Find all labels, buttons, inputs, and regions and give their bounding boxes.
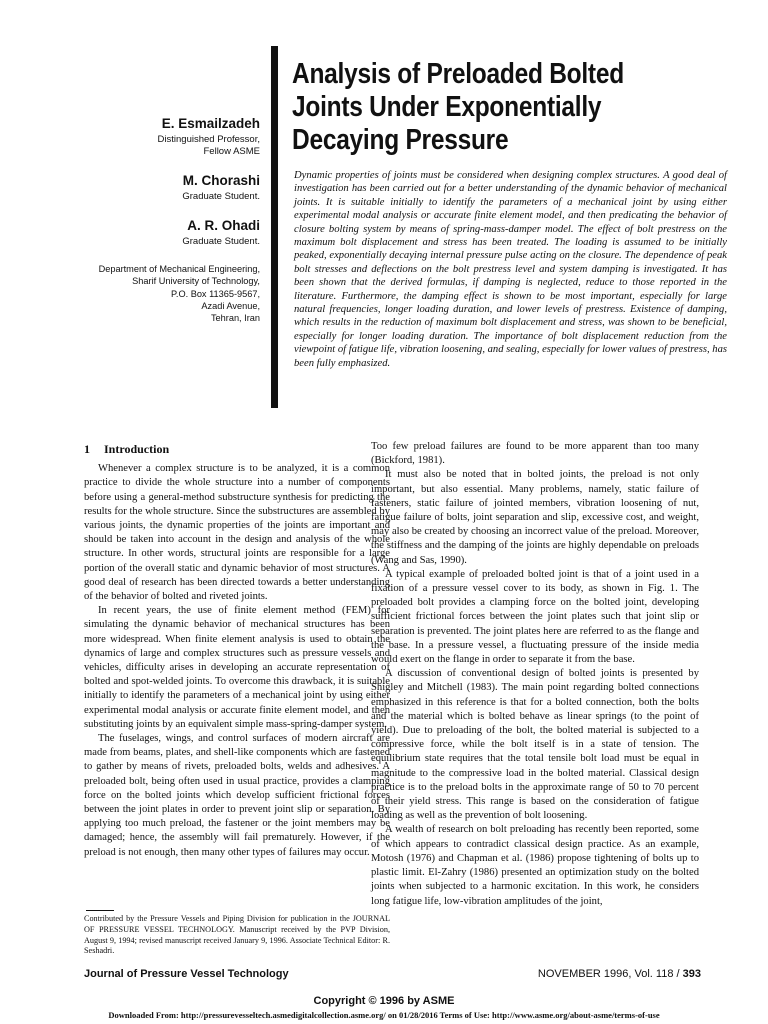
author-name: M. Chorashi [182,173,260,188]
body-column-right [371,440,699,909]
paragraph: A discussion of conventional design of bolted joints is presented by Shigley and Mitchell (1983). The main point regarding bolted connections emphasized in this reference is that for a bolted connection, both the bolts and the material which is bolted behave as linear springs (to the point of yield). Due to preloading of the bolt, the bolted material is subjected to a compressive force, while the bolt itself is in a state of tension. The equilibrium state requires that the total tensile bolt load must be equal in magnitude to the compressive load in the bolted material. Classical design practice is to the preload bolts in the approximate range of 50 to 70 percent of their yield stress. This range is based on the consideration of fatigue loading as well as the prevention of bolt loosening. [371,668,699,822]
page-number: 393 [682,968,701,980]
section-title: Introduction [104,442,170,456]
journal-name: Journal of Pressure Vessel Technology [84,968,289,980]
section-heading [84,442,390,456]
issue-text: NOVEMBER 1996, Vol. 118 / [537,968,680,980]
paper-title: Analysis of Preloaded Bolted Joints Under Exponentially Decaying Pressure [292,58,624,156]
author-3 [90,218,260,248]
issue-info [538,968,701,980]
paragraph: The fuselages, wings, and control surfaces of modern aircraft are made from beams, plates, and shell-like components which are fastened to gather by means of rivets, preloaded bolts, welds and adhesives. A preloaded bolt, being often used in usual practice, provides a clamping force on the bolted joints which develop sufficient frictional forces between the joint plates in order to prevent joint slip or separation. By applying too much preload, the fastener or the joint members may be damaged; hence, the assembly will fail prematurely. However, if the preload is not enough, then many other types of failures may occur. [84,733,390,858]
author-role: Graduate Student. [182,191,260,202]
paragraph: A typical example of preloaded bolted joint is that of a joint used in a fixation of a pressure vessel cover to its body, as shown in Fig. 1. The preloaded bolt provides a clamping force on the bolted joint, developing sufficient frictional forces between the joint plates such that joint slip or separation is prevented. The joint plates here are referred to as the flange and the base. In a pressure vessel, a fluctuating pressure of the inside media would exert on the flange in order to separate it from the base. [371,568,699,666]
copyright: Copyright © 1996 by ASME [313,995,455,1007]
paragraph: Whenever a complex structure is to be analyzed, it is a common practice to divide the whole structure into a number of components before using a general-method substructure synthesis for predicting the results for the whole structure. Since the substructures are assembled by various joints, the dynamic properties of the joints are important and should be taken into account in the design and analysis of the whole structure. In other words, structural joints are responsible for a large portion of the overall static and dynamic behavior of most structures. A good deal of research has been directed towards a better understanding of the behavior of bolted and riveted joints. [84,463,390,603]
footnote: Contributed by the Pressure Vessels and Piping Division for publication in the JOURNAL OF PRESSURE VESSEL TECHNOLOGY. Manuscript received by the PVP Division, August 9, 1994; revised manuscript received January 9, 1996. Associate Technical Editor: R. Seshadri. [84,914,390,956]
download-notice: Downloaded From: http://pressurevesseltech.asmedigitalcollection.asme.org/ on 01/28/2016 Terms of Use: http://www.asme.org/about-asme/terms-of-use [108,1010,660,1020]
author-role: Distinguished Professor, Fellow ASME [157,134,260,157]
author-role: Graduate Student. [182,236,260,247]
abstract: Dynamic properties of joints must be considered when designing complex structures. A good deal of investigation has been carried out for a better understanding of the dynamic behavior of mechanical joints. It is suitable initially to identify the parameters of a mechanical joint by using either experimental modal analysis or accurate finite element model, and then predicating the behavior of closure bolting system by means of spring-mass-damper model. The effect of bolt prestress on the maximum bolt displacement and stress has been treated. The loading is assumed to be initially peaked, exponentially decaying internal pressure pulse acting on the closure. The dependence of peak bolt stresses and deflections on the bolt prestress level and system damping is investigated. It has been shown that the derived formulas, if damping is neglected, reduce to those reported in the literature. Furthermore, the damping effect is shown to be most important, especially for large natural frequencies, longer loading duration, and lower levels of prestress. Existence of damping, which results in the reduction of maximum bolt displacement and stress, was shown to be beneficial, especially for longer loading duration. The importance of bolt displacement reduction from the viewpoint of fatigue life, vibration loosening, and sealing, especially for lower values of prestress, has been fully emphasized. [294,170,727,369]
author-1 [90,116,260,158]
paragraph: Too few preload failures are found to be more apparent than too many (Bickford, 1981). [371,441,699,467]
section-number: 1 [84,442,90,456]
footnote-rule [86,910,114,911]
paragraph: In recent years, the use of finite element method (FEM) for simulating the dynamic behavior of mechanical structures has been more widespread. When finite element analysis is used to obtain the dynamics of large and complex structures such as pressure vessels and vehicles, difficulty arises in developing an accurate representation of bolted and spot-welded joints. To overcome this drawback, it is suitable initially to identify the parameters of a mechanical joint by using either experimental modal analysis or accurate finite element model, and then substituting joints by an equivalent simple mass-spring-damper system. [84,605,390,730]
author-block [90,116,260,324]
author-name: A. R. Ohadi [187,218,260,233]
affiliation: Department of Mechanical Engineering, Sharif University of Technology, P.O. Box 11365-9567, Azadi Avenue, Tehran, Iran [98,264,260,324]
body-column-left [84,442,390,860]
author-name: E. Esmailzadeh [161,116,260,131]
paragraph: It must also be noted that in bolted joints, the preload is not only important, but also essential. Many problems, namely, static failure of fasteners, static failure of jointed members, vibration loosening of nut, fatigue failure of bolts, joint separation and slip, excessive cost, and weight, may also be created by choosing an incorrect value of the preload. Moreover, the stiffness and the damping of the joints are highly dependable on preloads (Wang and Sas, 1990). [371,469,699,566]
paragraph: A wealth of research on bolt preloading has recently been reported, some of which appears to contradict classical design practice. As an example, Motosh (1976) and Chapman et al. (1986) propose tightening of bolts up to plastic limit. El-Zahry (1986) presented an optimization study on the bolted joints when subjected to a harmonic excitation. In this work, he considers long fatigue life, low-vibration amplitudes of the joint, [371,824,699,907]
author-2 [90,173,260,203]
title-vertical-rule [271,46,278,408]
